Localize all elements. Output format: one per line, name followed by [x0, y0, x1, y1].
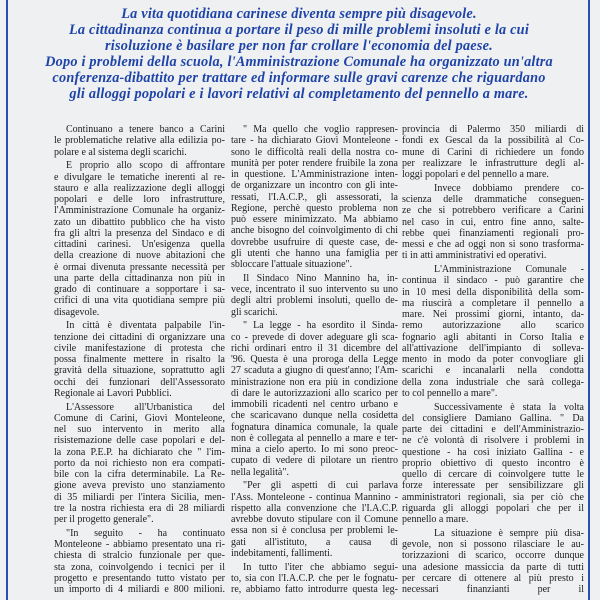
paragraph — [54, 528, 225, 596]
text-line: vece, incentrato il suo intervento su uno — [231, 284, 398, 295]
paragraph — [54, 320, 225, 399]
text-line: Continuano a tenere banco a Carini — [66, 124, 225, 135]
text-line: to col pennello a mare". — [402, 387, 498, 399]
text-line: civile manifestazione di protesta che — [54, 342, 225, 354]
paragraph — [231, 562, 398, 596]
text-line: co - prevede di dover adeguare gli sca- — [231, 331, 398, 343]
text-line: all'attivazione dell'impianto di solleva- — [402, 342, 584, 354]
text-line: scienza delle drammatiche conseguen- — [402, 194, 584, 205]
text-line: ma riuscirà a completare il pennello a — [402, 297, 584, 309]
text-line: gli utenti che hanno una famiglia per — [231, 247, 398, 259]
text-line: richi ordinari entro il 31 dicembre del — [231, 342, 398, 354]
paragraph — [402, 264, 584, 399]
text-line: rispetto alla convenzione che l'I.A.C.P. — [231, 502, 398, 514]
text-line: dovrebbe usufruire di queste case, de- — [231, 236, 398, 248]
text-line: Successivamente è stata la volta — [434, 401, 584, 413]
paragraph — [54, 124, 225, 158]
text-line: quello di cercare di coinvolgere tutte le — [402, 469, 584, 480]
text-line: ti in atti amministrativi ed operativi. — [402, 250, 547, 262]
text-line: gati all'istituto, a causa di — [231, 536, 398, 548]
text-line: risistemazione delle case popolari e del- — [54, 435, 225, 447]
text-line: Regione, perchè questo problema non — [231, 202, 398, 214]
text-line: una parte della cittadinanza non più in — [54, 272, 225, 284]
text-line: mina a cielo aperto. Io mi sono preoc- — [231, 444, 398, 455]
text-line: 27 scaduta a giugno di quest'anno; l'Am- — [231, 365, 398, 377]
text-line: tenzione dei cittadini di organizzare una — [54, 331, 225, 343]
paragraph — [231, 273, 398, 318]
text-line: L'Assessore all'Urbanistica del — [66, 401, 225, 413]
text-line: chiesta di stralcio funzionale per que- — [54, 550, 225, 562]
text-line: rebbe quei finanziamenti regionali pro- — [402, 227, 584, 239]
text-line: bile con la cifra determinabile. La Re- — [54, 469, 225, 480]
text-line: l'Amministrazione Comunale ha organiz- — [54, 205, 225, 217]
text-line: avrebbe dovuto stipulare con il Comune — [231, 514, 398, 525]
text-line: un importo di 4 miliardi e 800 milioni. — [54, 584, 225, 595]
article-column-1 — [54, 124, 225, 598]
text-line: mare. Nei prossimi giorni, intanto, da- — [402, 309, 584, 320]
text-line: scarichi e incanalarli nella condotta — [402, 365, 584, 377]
text-line: nel caso in cui, entro fine anno, salte- — [402, 216, 584, 228]
text-line: crifici di una vita quotidiana sempre più — [54, 295, 225, 307]
text-line: ministrazione non era più in condizione — [231, 376, 398, 388]
text-line: cupato di vedere di pilotare un rientro — [231, 455, 398, 467]
text-line: di 35 miliardi per l'intera Sicilia, men- — [54, 491, 225, 503]
standfirst-line: conferenza-dibattito per trattare ed informare sulle gravi carenze che riguardano — [52, 70, 546, 86]
text-line: le problematiche relative alla edilizia po- — [54, 135, 225, 147]
text-line: "In seguito - ha continuato — [66, 527, 225, 539]
text-line: Monteleone - abbiamo presentato una ri- — [54, 539, 225, 550]
frame-border-left — [6, 0, 8, 600]
text-line: degli altri problemi insoluti, quello de- — [231, 295, 398, 307]
text-line: " La legge - ha esordito il Sinda- — [243, 320, 398, 332]
text-line: ze che si potrebbero verificare a Carini — [402, 205, 584, 217]
text-line: parte dei cittadini e dell'Amministrazio- — [402, 424, 584, 435]
text-line: gravità della situazione, soprattutto agli — [54, 365, 225, 377]
text-line: La situazione è sempre più disa- — [434, 527, 584, 539]
text-line: anche bisogno del coinvolgimento di chi — [231, 225, 398, 237]
text-line: possa finalmente mettere in risalto la — [54, 354, 225, 365]
paragraph — [54, 402, 225, 526]
text-line: occhi dei funzionari dell'Assessorato — [54, 376, 225, 388]
text-line: Invece dobbiamo prendere co- — [434, 182, 584, 194]
text-line: e divulgare le tematiche inerenti al re- — [54, 171, 225, 183]
text-line: fra gli altri la presenza del Sindaco e di — [54, 227, 225, 239]
text-line: zato un dibattito pubblico che ha visto — [54, 216, 225, 228]
text-line: per cercare di ottenere al più presto i — [402, 572, 584, 584]
text-line: della creazione di nuove abitazioni che — [54, 250, 225, 262]
text-line: fondi ex Gescal da la possibilità al Co- — [402, 135, 584, 147]
text-line: pennello a mare. — [402, 514, 469, 525]
text-line: continua il sindaco - può garantire che — [402, 275, 584, 287]
text-line: loggi popolari e del pennello a mare. — [402, 169, 549, 180]
standfirst-line: La vita quotidiana carinese diventa sempre più disagevole. — [121, 6, 477, 22]
text-line: '96. Questa è una proroga della Legge — [231, 354, 398, 365]
text-line: re, abbiamo fatto introdurre questa leg- — [231, 584, 398, 595]
text-line: to, sia con l'I.A.C.P. che per le fognatu- — [231, 572, 398, 584]
text-line: tare - ha dichiarato Giovì Monteleone - — [231, 135, 398, 147]
text-line: cittadini carinesi. Un'esigenza quella — [54, 239, 225, 250]
text-line: forze interessate per sensibilizzare gli — [402, 480, 584, 492]
article-standfirst — [10, 6, 588, 102]
article-column-3 — [402, 124, 584, 598]
text-line: in 10 mesi della disponibilità della som- — [402, 286, 584, 298]
text-line: sbloccare l'attuale situazione". — [231, 259, 353, 270]
text-line: stauro e alla realizzazione degli alloggi — [54, 182, 225, 194]
text-line: torizzazioni di scarico, occorre dunque — [402, 550, 584, 562]
paragraph — [402, 528, 584, 596]
text-line: nella legalità". — [231, 466, 289, 478]
text-line: ressati, l'I.A.C.P., gli assessorati, la — [231, 191, 398, 203]
text-line: mune di Carini di richiedere un fondo — [402, 146, 584, 158]
text-line: la zona P.E.P. ha dichiarato che " l'im- — [54, 446, 225, 458]
standfirst-line: gli alloggi popolari e i lavori relativi al completamento del pennello a mare. — [69, 86, 529, 102]
text-line: mento in modo da poter convogliare gli — [402, 354, 584, 365]
text-line: sono le difficoltà reali della nostra co- — [231, 146, 398, 158]
article-column-2 — [231, 124, 398, 598]
text-line: per il progetto generale". — [54, 514, 154, 525]
text-line: sta zona, coinvolgendo i tecnici per il — [54, 561, 225, 573]
text-line: gione aveva previsto uno stanziamento — [54, 480, 225, 492]
text-line: grado di continuare a sopportare i sa- — [54, 284, 225, 295]
text-line: della zona industriale che sarà collega- — [402, 376, 584, 388]
text-line: Comune di Carini, Giovì Monteleone, — [54, 412, 225, 424]
text-line: ne c'è volontà di risolvere i problemi in — [402, 435, 584, 447]
text-line: progetto e presentando tutto vistato per — [54, 572, 225, 584]
text-line: In tutto l'iter che abbiamo segui- — [243, 561, 398, 573]
text-line: In città è diventata palpabile l'in- — [66, 320, 225, 332]
text-line: messi e che ad oggi non si sono trasforma- — [402, 239, 584, 250]
text-line: fognatura dinamica comunale, la quale — [231, 421, 398, 433]
text-line: riguarda gli alloggi popolari che per il — [402, 502, 584, 514]
text-line: " Ma quello che voglio rappresen- — [243, 124, 398, 135]
standfirst-line: risoluzione è basilare per non far crollare l'economia del paese. — [105, 38, 493, 54]
text-line: de organizzare un incontro con gli inte- — [231, 180, 398, 192]
paragraph — [402, 124, 584, 180]
text-line: tre la nostra richiesta era di 28 miliardi — [54, 502, 225, 514]
paragraph — [231, 124, 398, 270]
text-line: popolari e delle loro infrastrutture, — [54, 194, 225, 205]
text-line: L'Amministrazione Comunale - — [434, 264, 584, 275]
text-line: munità per poter rendere fruibile la zona — [231, 157, 398, 169]
text-line: porto da noi richiesto non era compati- — [54, 457, 225, 469]
text-line: E proprio allo scopo di affrontare — [66, 160, 225, 172]
text-line: polare e al sistema degli scarichi. — [54, 146, 187, 158]
paragraph — [402, 402, 584, 526]
text-line: disagevole. — [54, 306, 100, 318]
text-line: amministratori regionali, sia per ciò che — [402, 491, 584, 503]
text-line: una adesione massiccia da parte di tutti — [402, 561, 584, 573]
text-line: "Per gli aspetti di cui parlava — [243, 480, 398, 492]
text-line: fognario agli abitanti in Corso Italia e — [402, 331, 584, 343]
text-line: gli scarichi. — [231, 306, 278, 318]
text-line: questione - ha così iniziato Gallina - e — [402, 446, 584, 458]
paragraph — [231, 320, 398, 478]
text-line: per realizzare le infrastrutture degli al- — [402, 157, 584, 169]
text-line: può essere minimizzato. Ma abbiamo — [231, 214, 398, 225]
text-line: provincia di Palermo 350 miliardi di — [402, 124, 584, 135]
text-line: gevole, non si possono rilasciare le au- — [402, 539, 584, 550]
text-line: proprio obiettivo di questo incontro è — [402, 457, 584, 469]
frame-border-right — [588, 0, 590, 600]
text-line: essa non si è conclusa per problemi le- — [231, 525, 398, 537]
text-line: Regionale ai Lavori Pubblici. — [54, 387, 172, 399]
text-line: in questione. L'Amministrazione inten- — [231, 169, 398, 180]
text-line: che scaricavano dunque nella cosidetta — [231, 410, 398, 422]
text-line: remo autorizzazione allo scarico — [402, 320, 584, 332]
text-line: necessari finanzianti per il — [402, 584, 584, 595]
text-line: l'Ass. Monteleone - continua Mannino - — [231, 491, 398, 503]
standfirst-line: Dopo i problemi della scuola, l'Amministrazione Comunale ha organizzato un'altra — [45, 54, 553, 70]
text-line: immobili ricadenti nel centro urbano e — [231, 399, 398, 410]
text-line: nel suo intervento in merito alla — [54, 424, 225, 435]
text-line: è ormai divenuta pressante necessità per — [54, 261, 225, 273]
paragraph — [54, 160, 225, 318]
text-line: del consigliere Damiano Gallina. " Da — [402, 412, 584, 424]
paragraph — [402, 183, 584, 262]
text-line: di dare le autorizzazioni allo scarico per — [231, 387, 398, 399]
text-line: indebitamenti, fallimenti. — [231, 547, 333, 559]
standfirst-line: La cittadinanza continua a portare il peso di mille problemi insoluti e la cui — [68, 22, 530, 38]
text-line: Il Sindaco Nino Mannino ha, in- — [243, 272, 398, 284]
text-line: non è collegata al pennello a mare e ter- — [231, 432, 398, 444]
paragraph — [231, 480, 398, 559]
